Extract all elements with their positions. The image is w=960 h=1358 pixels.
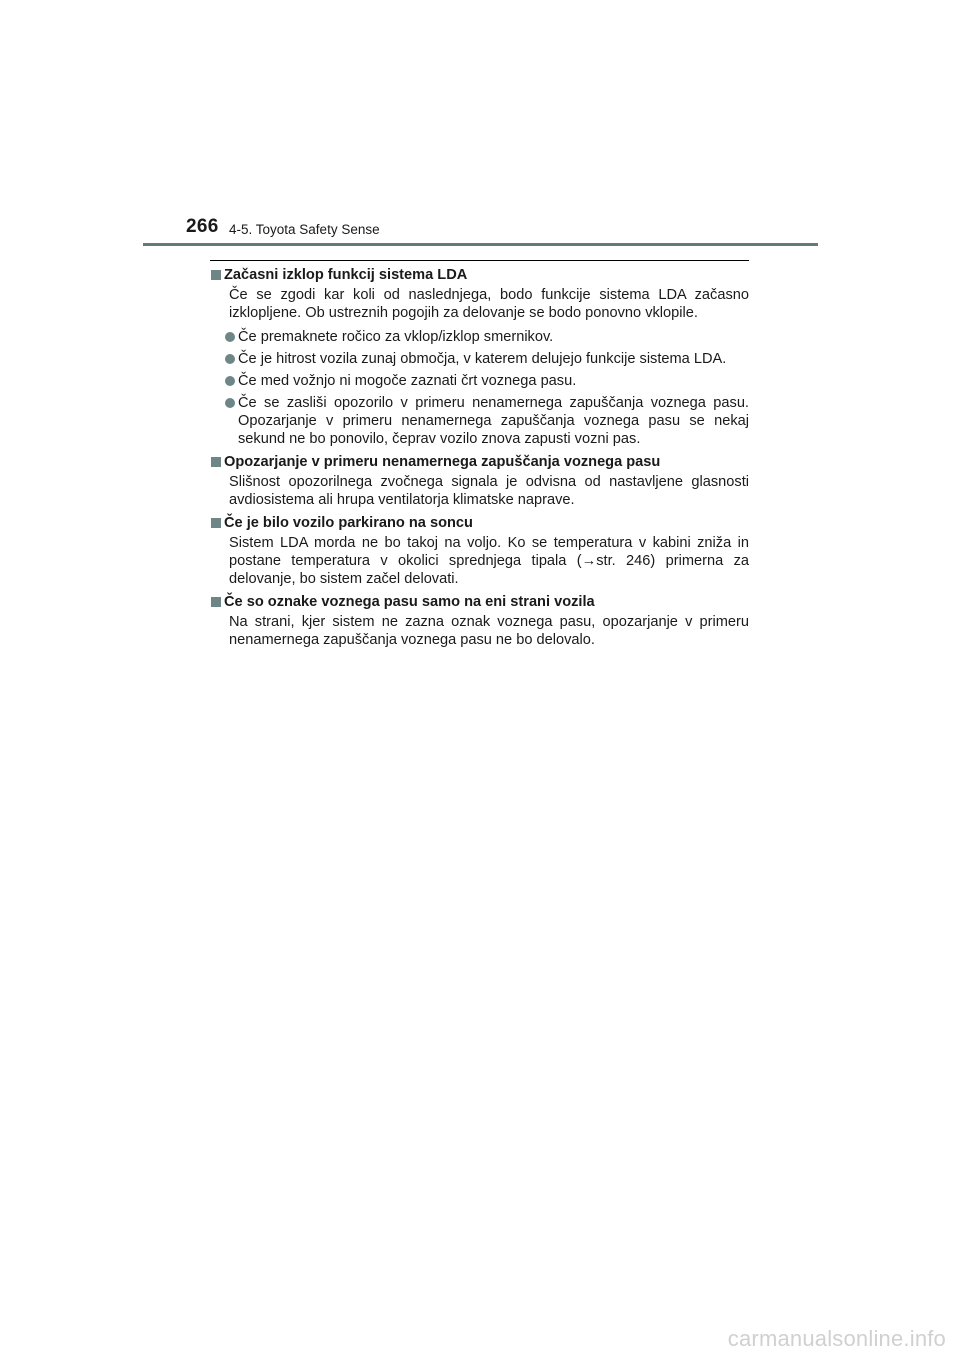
page-content [210, 266, 749, 654]
block-heading [210, 593, 749, 611]
bullet-list [210, 328, 749, 448]
list-item-text: Če se zasliši opozorilo v primeru nenamernega zapuščanja voznega pasu. Opozarjanje v primeru nenamernega zapuščanja voznega pasu se nekaj sekund ne bo ponovilo, čeprav vozilo znova zapusti vozni pas. [238, 395, 749, 447]
block-heading [210, 266, 749, 284]
list-item [210, 394, 749, 448]
list-item [210, 328, 749, 346]
watermark: carmanualsonline.info [727, 1326, 946, 1351]
block-heading-text: Če je bilo vozilo parkirano na soncu [224, 515, 473, 531]
block-text: Na strani, kjer sistem ne zazna oznak voznega pasu, opozarjanje v primeru nenamernega zapuščanja voznega pasu ne bo delovalo. [229, 614, 749, 648]
block-text: Sistem LDA morda ne bo takoj na voljo. Ko se temperatura v kabini zniža in postane temperatura v okolici sprednjega tipala (→str. 246) primerna za delovanje, bo sistem začel delovati. [229, 535, 749, 587]
list-item-text: Če je hitrost vozila zunaj območja, v katerem delujejo funkcije sistema LDA. [238, 351, 727, 367]
round-bullet-icon [225, 354, 235, 364]
block-text: Slišnost opozorilnega zvočnega signala je odvisna od nastavljene glasnosti avdiosistema ali hrupa ventilatorja klimatske naprave. [229, 474, 749, 508]
list-item-text: Če premaknete ročico za vklop/izklop smernikov. [238, 329, 554, 345]
round-bullet-icon [225, 398, 235, 408]
block-heading-text: Opozarjanje v primeru nenamernega zapuščanja voznega pasu [224, 454, 661, 470]
block-text: Če se zgodi kar koli od naslednjega, bodo funkcije sistema LDA začasno izklopljene. Ob ustreznih pogojih za delovanje se bodo ponovno vklopile. [229, 287, 749, 321]
list-item-text: Če med vožnjo ni mogoče zaznati črt voznega pasu. [238, 373, 577, 389]
block-one-side-markings [210, 593, 749, 649]
block-lane-departure-warning [210, 453, 749, 509]
list-item [210, 372, 749, 390]
round-bullet-icon [225, 332, 235, 342]
square-bullet-icon [211, 518, 221, 528]
square-bullet-icon [211, 597, 221, 607]
list-item [210, 350, 749, 368]
square-bullet-icon [211, 457, 221, 467]
content-top-rule [210, 260, 749, 261]
block-temporary-lda-off [210, 266, 749, 448]
block-heading [210, 453, 749, 471]
block-heading-text: Če so oznake voznega pasu samo na eni strani vozila [224, 594, 595, 610]
square-bullet-icon [211, 270, 221, 280]
section-title: 4-5. Toyota Safety Sense [229, 222, 380, 237]
block-parked-in-sun [210, 514, 749, 588]
header-rule [143, 243, 818, 246]
page-number: 266 [186, 216, 219, 237]
block-heading [210, 514, 749, 532]
block-heading-text: Začasni izklop funkcij sistema LDA [224, 267, 468, 283]
round-bullet-icon [225, 376, 235, 386]
